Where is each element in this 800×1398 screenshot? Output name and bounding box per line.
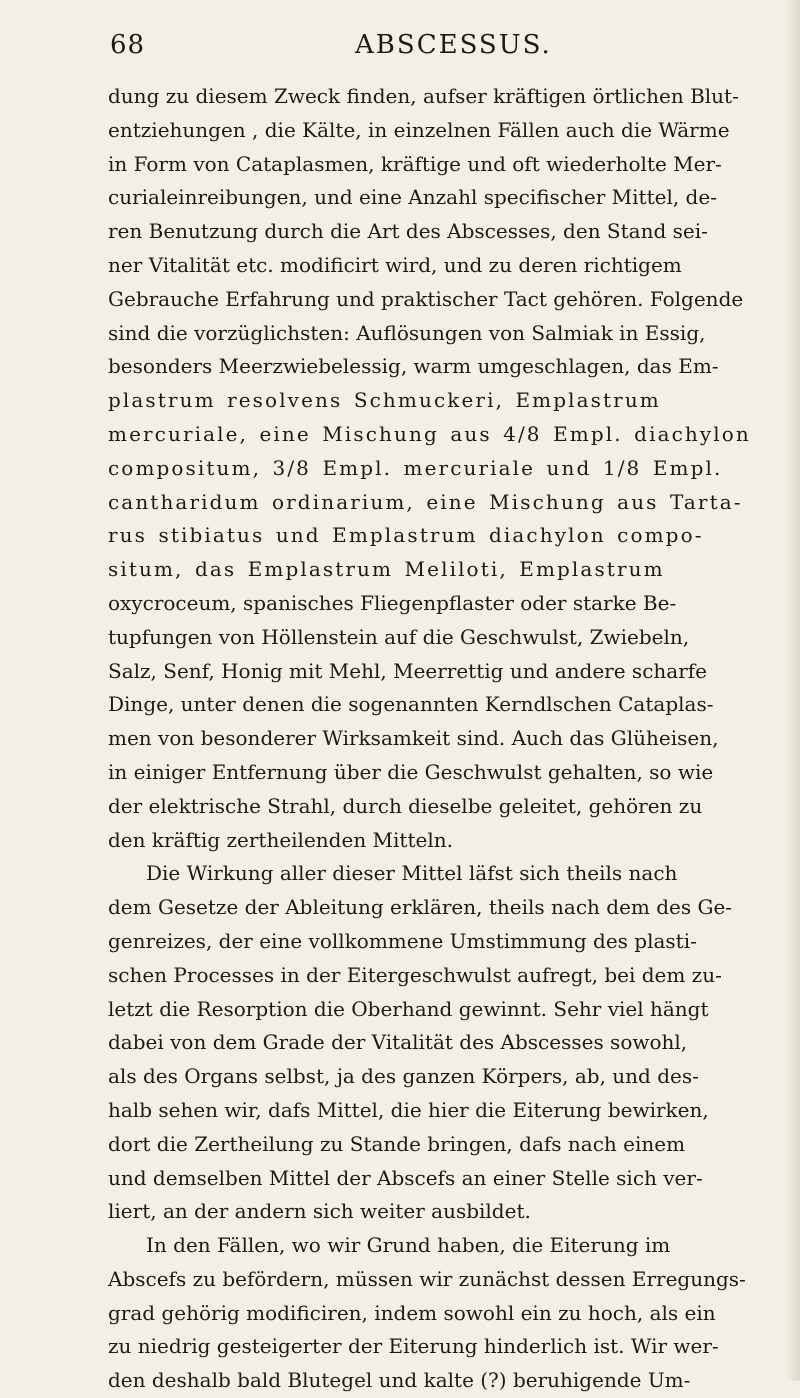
text-line: Dinge, unter denen die sogenannten Kerndlschen Cataplas- <box>108 692 714 717</box>
running-title: ABSCESSUS. <box>355 30 552 60</box>
text-line: besonders Meerzwiebelessig, warm umgeschlagen, das Em- <box>108 354 719 379</box>
text-line: dung zu diesem Zweck finden, aufser kräftigen örtlichen Blut- <box>108 84 739 108</box>
page-header <box>110 30 770 70</box>
page-edge-shadow <box>786 0 800 1381</box>
text-line: in Form von Cataplasmen, kräftige und oft wiederholte Mer- <box>108 151 722 176</box>
page-number: 68 <box>110 30 146 60</box>
text-line: dem Gesetze der Ableitung erklären, theils nach dem des Ge- <box>108 895 733 920</box>
paragraph-start-line: Die Wirkung aller dieser Mittel läfst sich theils nach <box>146 861 678 886</box>
text-line: compositum, 3/8 Empl. mercuriale und 1/8 Empl. <box>108 455 723 480</box>
text-line: ren Benutzung durch die Art des Abscesses, den Stand sei- <box>108 219 708 244</box>
text-line: in einiger Entfernung über die Geschwulst gehalten, so wie <box>108 759 714 784</box>
text-line: halb sehen wir, dafs Mittel, die hier die Eiterung bewirken, <box>108 1097 709 1122</box>
text-line: Gebrauche Erfahrung und praktischer Tact gehören. Folgende <box>108 286 744 311</box>
text-line: mercuriale, eine Mischung aus 4/8 Empl. diachylon <box>108 421 751 446</box>
text-line: genreizes, der eine vollkommene Umstimmung des plasti- <box>108 928 697 953</box>
text-line: oxycroceum, spanisches Fliegenpflaster oder starke Be- <box>108 590 677 615</box>
text-line: sind die vorzüglichsten: Auflösungen von Salmiak in Essig, <box>108 320 706 345</box>
text-line: cantharidum ordinarium, eine Mischung aus Tarta- <box>108 489 743 514</box>
text-line: tupfungen von Höllenstein auf die Geschwulst, Zwiebeln, <box>108 624 690 649</box>
text-line: der elektrische Strahl, durch dieselbe geleitet, gehören zu <box>108 793 703 818</box>
text-line: curialeinreibungen, und eine Anzahl specifischer Mittel, de- <box>108 185 717 210</box>
text-line: letzt die Resorption die Oberhand gewinnt. Sehr viel hängt <box>108 996 709 1021</box>
text-line: liert, an der andern sich weiter ausbildet. <box>108 1199 531 1224</box>
text-line: rus stibiatus und Emplastrum diachylon compo- <box>108 523 704 548</box>
text-line: und demselben Mittel der Abscefs an einer Stelle sich ver- <box>108 1165 703 1190</box>
paragraph-start-line: In den Fällen, wo wir Grund haben, die Eiterung im <box>146 1233 671 1258</box>
text-line: entziehungen , die Kälte, in einzelnen Fällen auch die Wärme <box>108 117 730 142</box>
text-line: als des Organs selbst, ja des ganzen Körpers, ab, und des- <box>108 1064 699 1089</box>
text-line: dort die Zertheilung zu Stande bringen, dafs nach einem <box>108 1131 686 1156</box>
text-line: schen Processes in der Eitergeschwulst aufregt, bei dem zu- <box>108 962 722 987</box>
text-line: zu niedrig gesteigerter der Eiterung hinderlich ist. Wir wer- <box>108 1334 719 1359</box>
text-line: men von besonderer Wirksamkeit sind. Auch das Glüheisen, <box>108 726 719 751</box>
text-line: grad gehörig modificiren, indem sowohl ein zu hoch, als ein <box>108 1300 716 1325</box>
text-line: situm, das Emplastrum Meliloti, Emplastrum <box>108 557 665 582</box>
text-line: den kräftig zertheilenden Mitteln. <box>108 827 453 852</box>
text-line: dabei von dem Grade der Vitalität des Abscesses sowohl, <box>108 1030 688 1055</box>
text-line: Abscefs zu befördern, müssen wir zunächst dessen Erregungs- <box>108 1266 746 1291</box>
text-line: Salz, Senf, Honig mit Mehl, Meerrettig und andere scharfe <box>108 658 708 683</box>
text-line: plastrum resolvens Schmuckeri, Emplastrum <box>108 388 661 413</box>
body-text <box>108 80 768 1398</box>
text-line: ner Vitalität etc. modificirt wird, und zu deren richtigem <box>108 252 682 277</box>
text-line: den deshalb bald Blutegel und kalte (?) beruhigende Um- <box>108 1368 691 1393</box>
